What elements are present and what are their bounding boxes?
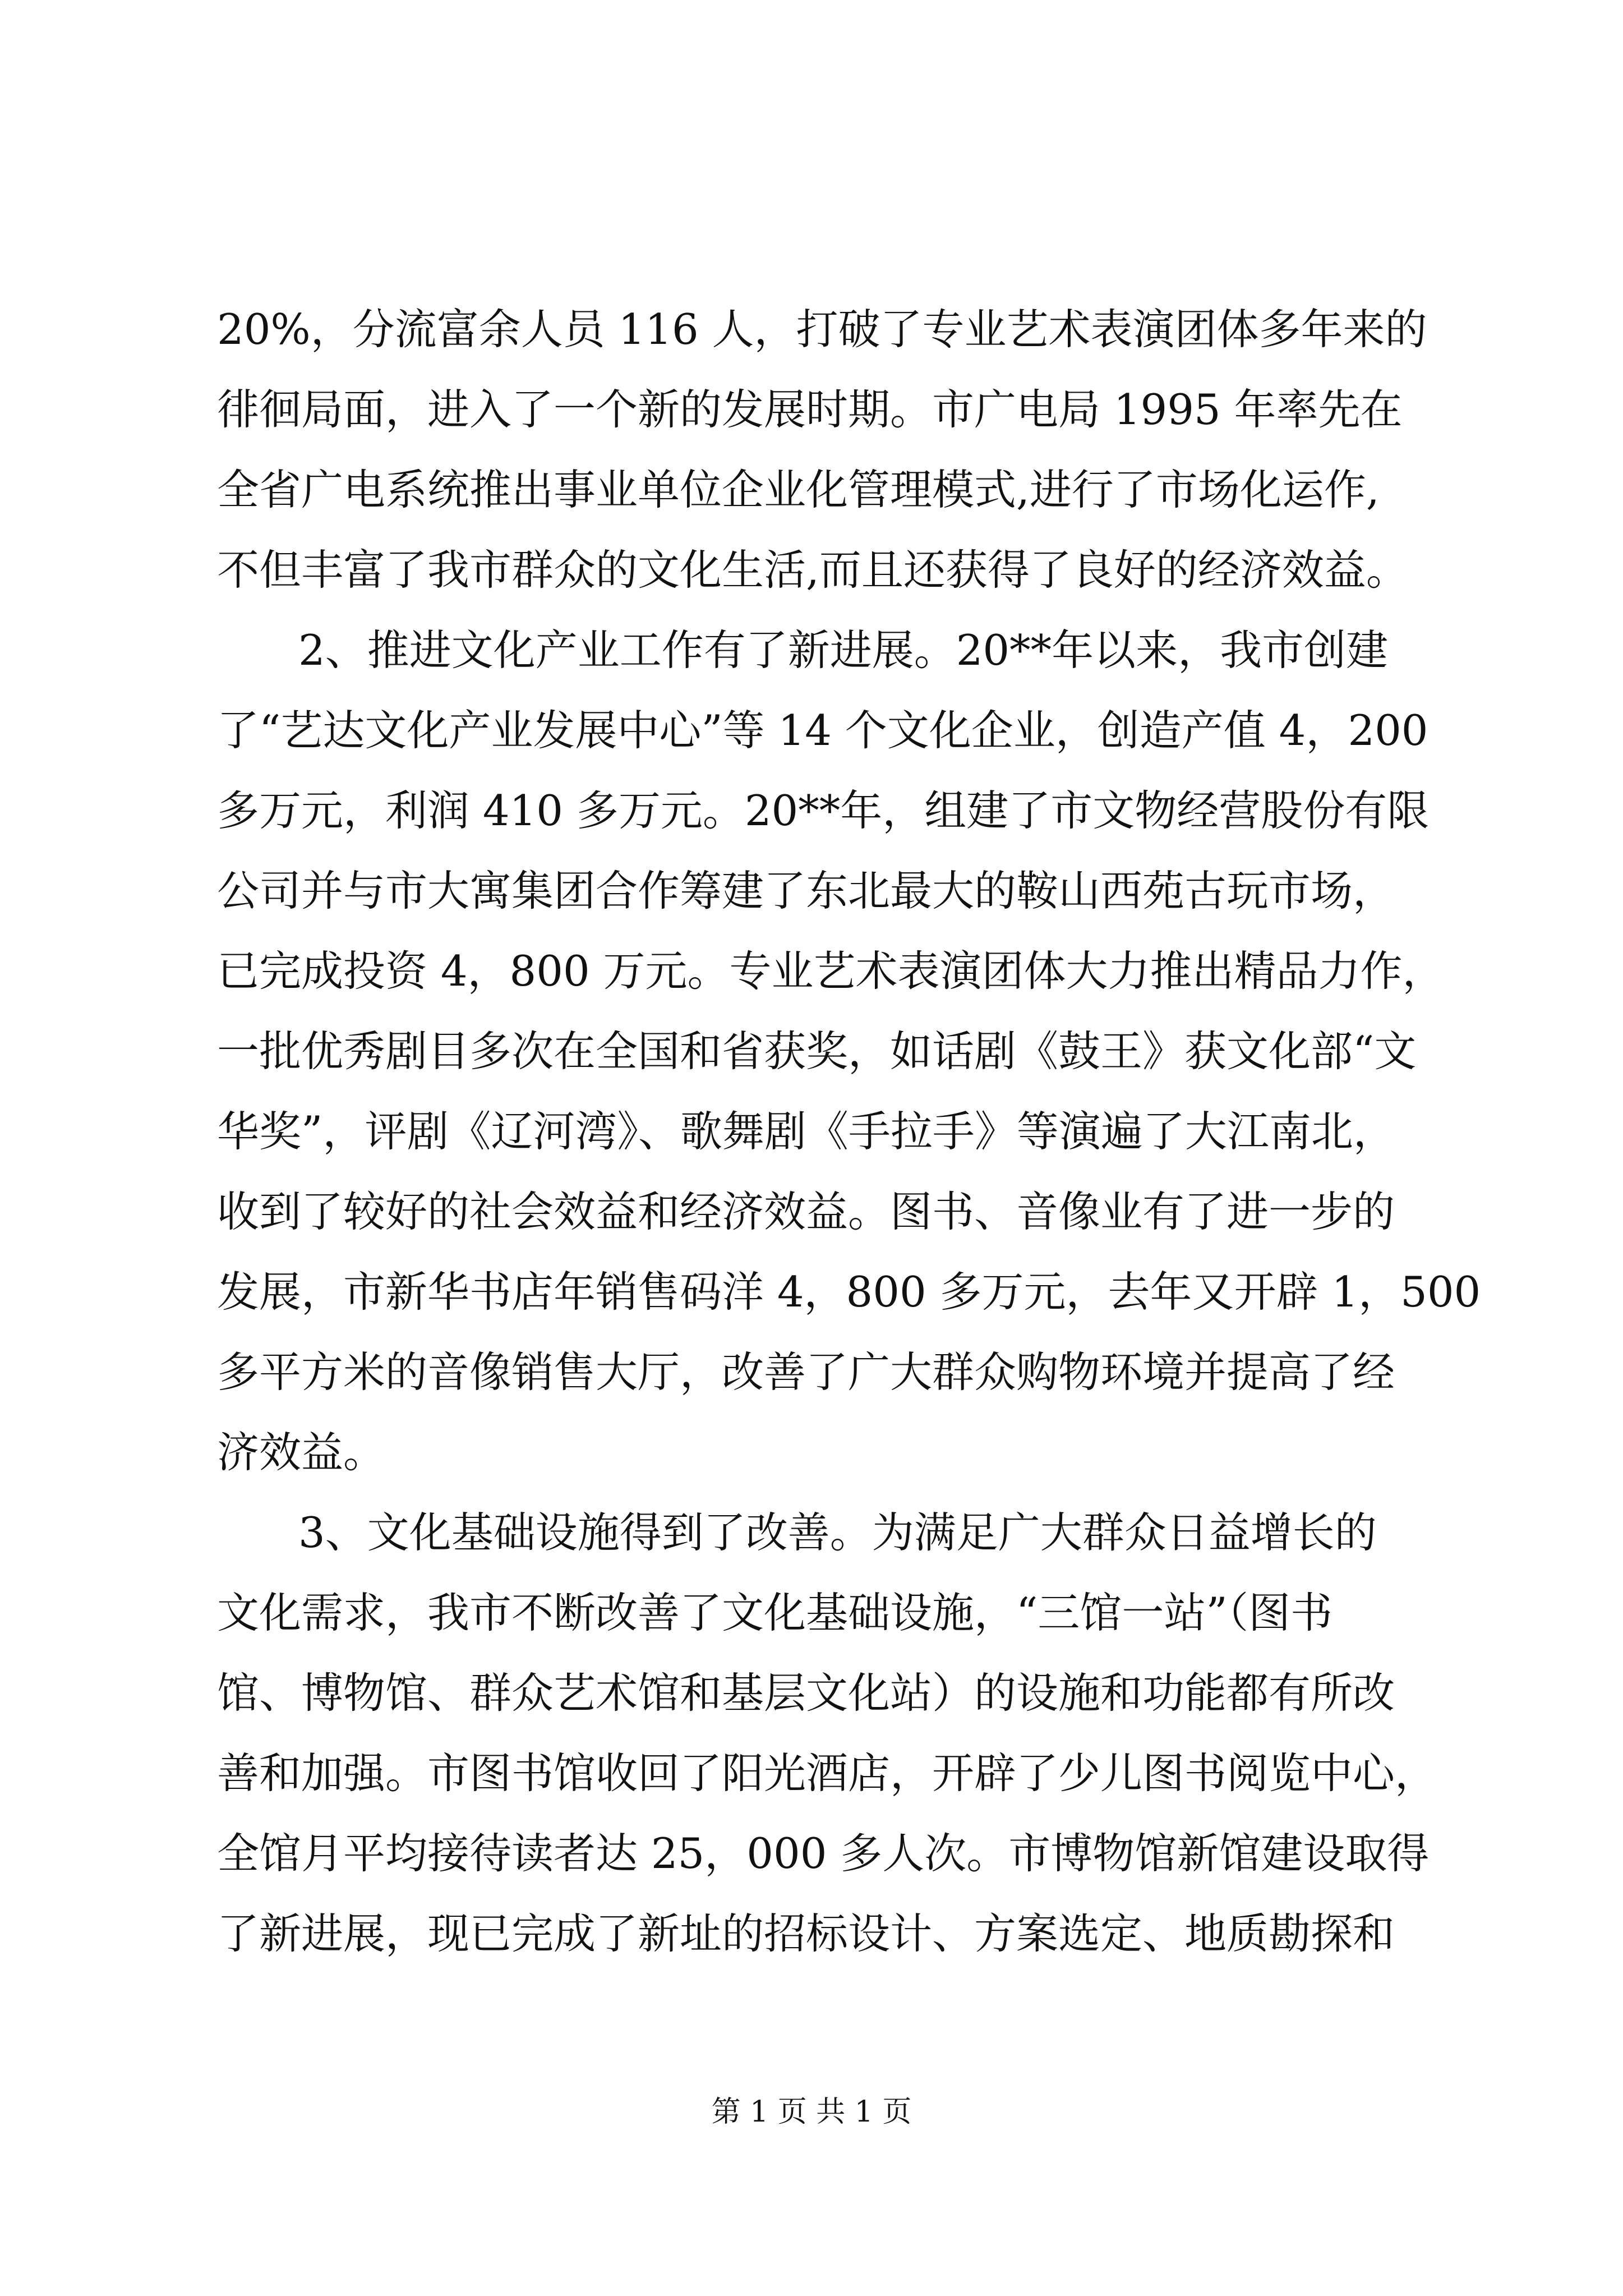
paragraph-line: 收到了较好的社会效益和经济效益。图书、音像业有了进一步的 — [217, 1187, 1395, 1236]
paragraph-1 — [217, 289, 1484, 610]
paragraph-line: 文化需求，我市不断改善了文化基础设施，“三馆一站”（图书 — [217, 1588, 1333, 1637]
paragraph-line: 20%，分流富余人员 116 人，打破了专业艺术表演团体多年来的 — [217, 305, 1427, 354]
paragraph-line: 了“艺达文化产业发展中心”等 14 个文化企业，创造产值 4，200 — [217, 706, 1428, 755]
paragraph-line: 一批优秀剧目多次在全国和省获奖，如话剧《鼓王》获文化部“文 — [217, 1027, 1417, 1076]
paragraph-line: 华奖”，评剧《辽河湾》、歌舞剧《手拉手》等演遍了大江南北， — [217, 1107, 1395, 1156]
paragraph-line: 公司并与市大寓集团合作筹建了东北最大的鞍山西苑古玩市场， — [217, 866, 1395, 915]
paragraph-line: 馆、博物馆、群众艺术馆和基层文化站）的设施和功能都有所改 — [217, 1668, 1395, 1718]
paragraph-line: 全馆月平均接待读者达 25，000 多人次。市博物馆新馆建设取得 — [217, 1829, 1430, 1878]
paragraph-line: 济效益。 — [217, 1428, 386, 1477]
paragraph-3 — [217, 1493, 1484, 1974]
paragraph-line: 发展，市新华书店年销售码洋 4，800 多万元，去年又开辟 1，500 — [217, 1267, 1481, 1317]
paragraph-line: 已完成投资 4，800 万元。专业艺术表演团体大力推出精品力作， — [217, 946, 1445, 996]
paragraph-line: 了新进展，现已完成了新址的招标设计、方案选定、地质勘探和 — [217, 1909, 1395, 1958]
paragraph-line: 徘徊局面，进入了一个新的发展时期。市广电局 1995 年率先在 — [217, 385, 1403, 434]
document-body — [217, 289, 1484, 1974]
paragraph-2 — [217, 610, 1484, 1493]
paragraph-line: 2、推进文化产业工作有了新进展。20**年以来，我市创建 — [298, 625, 1389, 675]
paragraph-line: 多平方米的音像销售大厅，改善了广大群众购物环境并提高了经 — [217, 1347, 1395, 1397]
paragraph-line: 不但丰富了我市群众的文化生活,而且还获得了良好的经济效益。 — [217, 545, 1408, 595]
paragraph-line: 全省广电系统推出事业单位企业化管理模式,进行了市场化运作, — [217, 465, 1380, 514]
page-footer: 第 1 页 共 1 页 — [711, 2095, 912, 2129]
paragraph-line: 3、文化基础设施得到了改善。为满足广大群众日益增长的 — [298, 1508, 1377, 1557]
paragraph-line: 多万元，利润 410 多万元。20**年，组建了市文物经营股份有限 — [217, 786, 1430, 835]
paragraph-line: 善和加强。市图书馆收回了阳光酒店，开辟了少儿图书阅览中心， — [217, 1749, 1437, 1798]
